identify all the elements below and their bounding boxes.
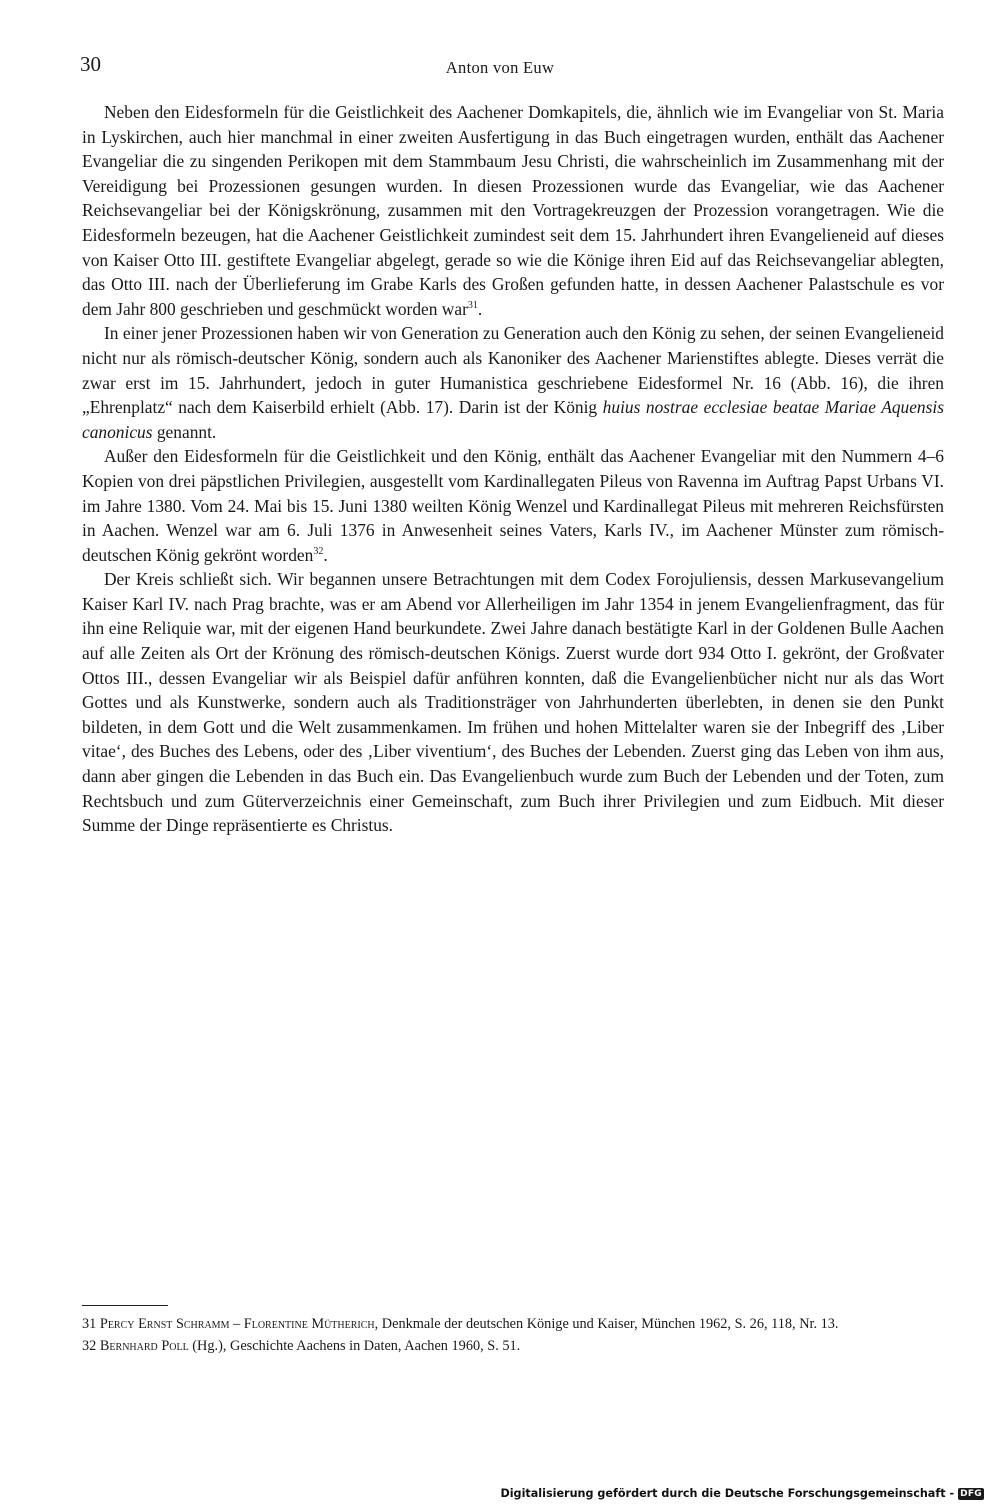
footnote-text: , Denkmale der deutschen Könige und Kaiser, München 1962, S. 26, 118, Nr. 13. [374,1316,839,1332]
footnote [82,1314,944,1334]
text-segment: . [477,298,483,319]
footnote-number: 31 [82,1316,97,1332]
banner-text: Digitalisierung gefördert durch die Deutsche Forschungsgemeinschaft - [500,1487,955,1500]
paragraph [82,321,944,444]
footnote [82,1336,944,1356]
text-segment: In einer jener Prozessionen haben wir von Generation zu Generation auch den König zu sehen, der seinen Evangelieneid nicht nur als römisch-deutscher König, sondern auch als Kanoniker des Aachener Marienstiftes ablegte. Dieses verrät die zwar erst im 15. Jahrhundert, jedoch in guter Humanistica geschriebene Eidesformel Nr. 16 (Abb. 16), die ihren „Ehrenplatz“ nach dem Kaiserbild erhielt (Abb. 17). Darin ist der König [82,323,944,418]
paragraph [82,100,944,321]
text-segment: Außer den Eidesformeln für die Geistlichkeit und den König, enthält das Aachener Evangeliar mit den Nummern 4–6 Kopien von drei päpstlichen Privilegien, ausgestellt vom Kardinallegaten Pileus von Ravenna im Auftrag Papst Urbans VI. im Jahre 1380. Vom 24. Mai bis 15. Juni 1380 weilten König Wenzel und Kardinallegat Pileus mit mehreren Reichsfürsten in Aachen. Wenzel war am 6. Juli 1376 in Anwesenheit seines Vaters, Karls IV., im Aachener Münster zum römischdeutschen König gekrönt worden [82,446,944,565]
footnote-reference[interactable]: 31 [467,299,478,311]
footnotes [82,1314,944,1358]
text-segment: Neben den Eidesformeln für die Geistlichkeit des Aachener Domkapitels, die, ähnlich wie im Evangeliar von St. Maria in Lyskirchen, auch hier manchmal in einer zweiten Ausfertigung in das Buch eingetragen wurden, enthält das Aachener Evangeliar die zu singenden Perikopen mit dem Stammbaum Jesu Christi, die wahrscheinlich im Zusammenhang mit der Vereidigung bei Prozessionen gesungen wurden. In diesen Prozessionen wurde das Evangeliar, wie das Aachener Reichsevangeliar bei der Königskrönung, zusammen mit den Vortragekreuzgen der Prozession vorangetragen. Wie die Eidesformeln bezeugen, hat die Aachener Geistlichkeit zumindest seit dem 15. Jahrhundert ihren Evangelieneid auf dieses von Kaiser Otto III. gestiftete Evangeliar abgelegt, gerade so wie die Könige ihren Eid auf das Reichsevangeliar ablegten, das Otto III. nach der Überlieferung im Grabe Karls des Großen gefunden hatte, in dessen Aachener Palastschule es vor dem Jahr 800 geschrieben und geschmückt worden war [82,102,944,319]
footnote-author: Percy Ernst Schramm – Florentine Mütherich [99,1316,375,1332]
footnote-divider [82,1305,168,1306]
text-segment: . [323,544,328,565]
text-segment: genannt. [152,421,217,442]
digitization-banner [500,1487,984,1500]
footnote-text: (Hg.), Geschichte Aachens in Daten, Aachen 1960, S. 51. [188,1338,521,1354]
paragraph [82,444,944,567]
footnote-number: 32 [82,1338,97,1354]
running-head: Anton von Euw [445,58,555,77]
dfg-logo-icon: DFG [960,1488,982,1499]
footnote-author: Bernhard Poll [99,1338,189,1354]
body-text [82,100,944,838]
paragraph [82,567,944,838]
text-segment: Der Kreis schließt sich. Wir begannen unsere Betrachtungen mit dem Codex Forojuliensis, dessen Markusevangelium Kaiser Karl IV. nach Prag brachte, was er am Abend vor Allerheiligen im Jahr 1354 in jenem Evangelienfragment, das für ihn eine Reliquie war, mit der eigenen Hand beurkundete. Zwei Jahre danach bestätigte Karl in der Goldenen Bulle Aachen auf alle Zeiten als Ort der Krönung des römisch-deutschen Königs. Zuerst wurde dort 934 Otto I. gekrönt, der Großvater Ottos III., dessen Evangeliar wir als Beispiel dafür anführen konnten, daß die Evangelienbücher nicht nur als das Wort Gottes und als Kunstwerke, sondern auch als Traditionsträger von Jahrhunderten überlebten, in denen sie den Punkt bildeten, in dem Gott und die Welt zusammenkamen. Im frühen und hohen Mittelalter waren sie der Inbegriff des ‚Liber vitae‘, des Buches des Lebens, oder des ‚Liber viventium‘, des Buches der Lebenden. Zuerst ging das Leben von ihm aus, dann aber gingen die Lebenden in das Buch ein. Das Evangelienbuch wurde zum Buch der Lebenden und der Toten, zum Rechtsbuch und zum Güterverzeichnis einer Gemeinschaft, zum Buch ihrer Privilegien und zum Eidbuch. Mit dieser Summe der Dinge repräsentierte es Christus. [82,569,944,836]
footnote-reference[interactable]: 32 [313,545,324,557]
page-number: 30 [80,52,101,76]
latin-quote: huius nostrae ecclesiae beatae Mariae Aquensis canonicus [82,397,944,442]
